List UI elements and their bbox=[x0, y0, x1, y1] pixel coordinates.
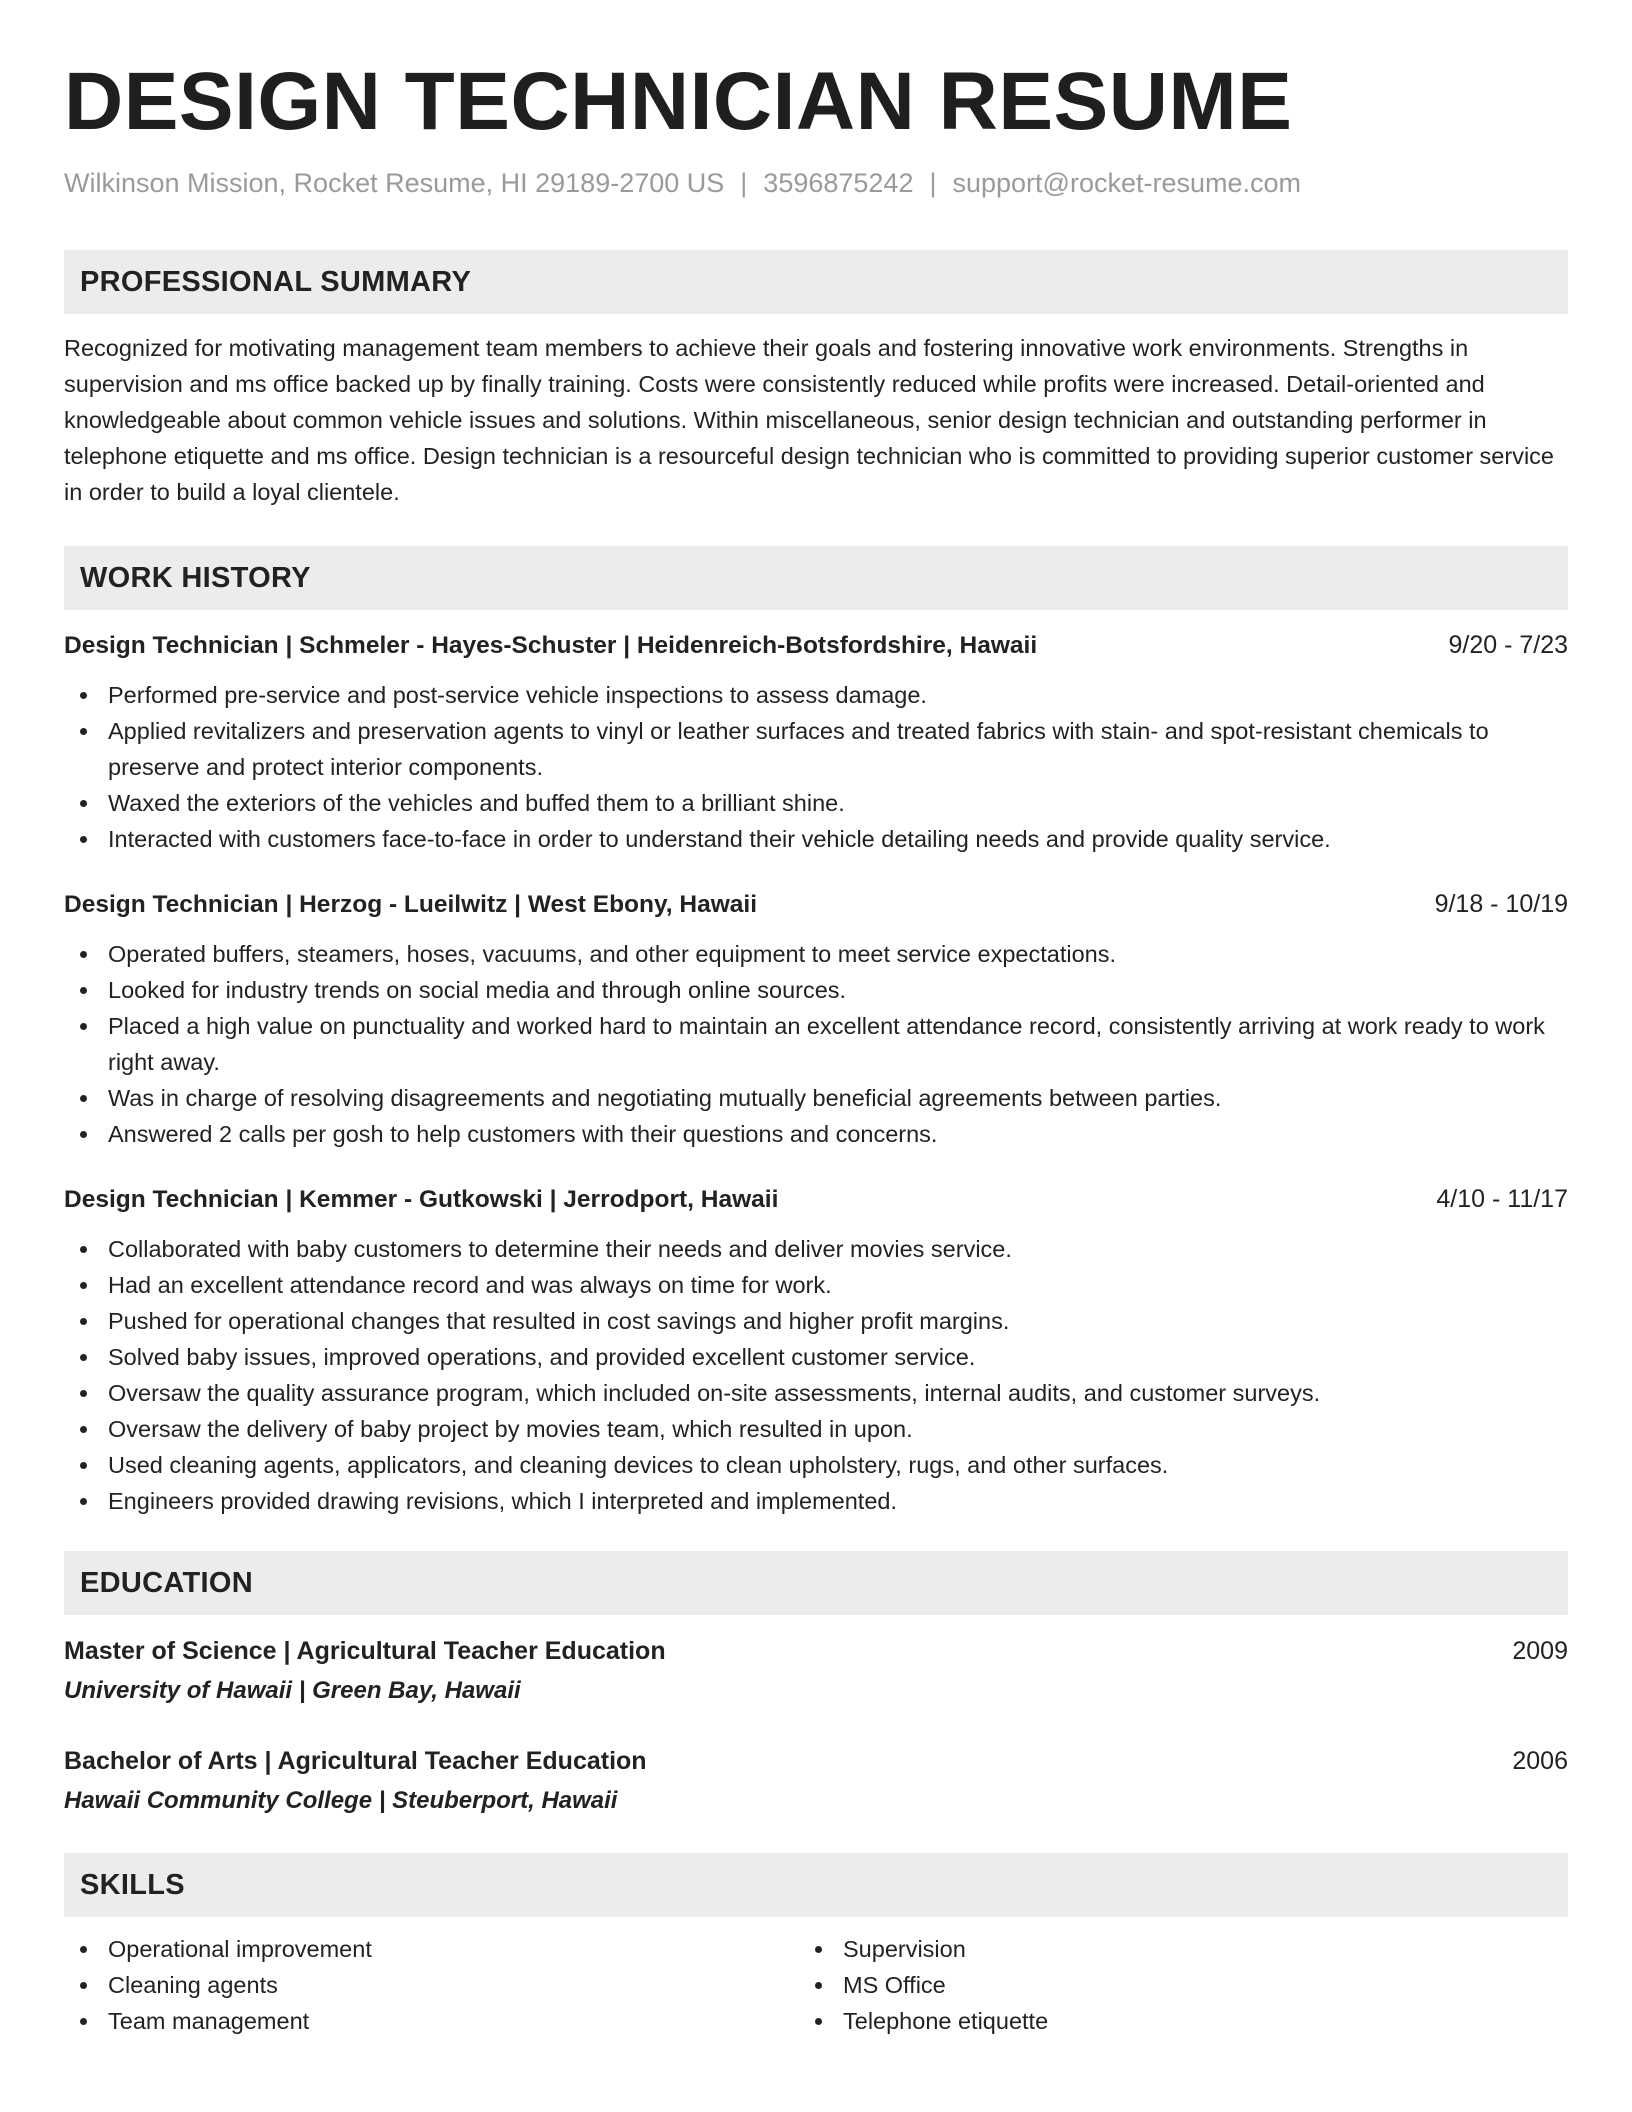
job-title: Design Technician | Kemmer - Gutkowski | Jerrodport, Hawaii bbox=[64, 1186, 779, 1213]
list-item: Was in charge of resolving disagreements and negotiating mutually beneficial agreements between parties. bbox=[64, 1080, 1568, 1116]
contact-line bbox=[64, 166, 1568, 200]
education-school: University of Hawaii | Green Bay, Hawaii bbox=[64, 1677, 521, 1704]
contact-separator: | bbox=[929, 168, 937, 198]
list-item: Collaborated with baby customers to determine their needs and deliver movies service. bbox=[64, 1231, 1568, 1267]
section-header-work-history: WORK HISTORY bbox=[64, 546, 1568, 610]
education-entry bbox=[64, 1633, 1568, 1709]
contact-address: Wilkinson Mission, Rocket Resume, HI 29189-2700 US bbox=[64, 168, 725, 198]
skill-item: Operational improvement bbox=[64, 1931, 799, 1967]
list-item: Oversaw the delivery of baby project by movies team, which resulted in upon. bbox=[64, 1411, 1568, 1447]
skills-grid bbox=[64, 1931, 1568, 2039]
skill-item: MS Office bbox=[799, 1967, 1534, 2003]
education-degree: Bachelor of Arts | Agricultural Teacher Education bbox=[64, 1747, 647, 1775]
education-degree: Master of Science | Agricultural Teacher Education bbox=[64, 1637, 666, 1665]
education-header bbox=[64, 1633, 1568, 1669]
list-item: Placed a high value on punctuality and worked hard to maintain an excellent attendance record, consistently arriving at work ready to work right away. bbox=[64, 1008, 1568, 1080]
list-item: Oversaw the quality assurance program, which included on-site assessments, internal audits, and customer surveys. bbox=[64, 1375, 1568, 1411]
list-item: Performed pre-service and post-service vehicle inspections to assess damage. bbox=[64, 677, 1568, 713]
skills-list bbox=[64, 1931, 799, 2039]
skills-column-left bbox=[64, 1931, 799, 2039]
skills-column-right bbox=[799, 1931, 1534, 2039]
education-year: 2006 bbox=[1512, 1747, 1568, 1775]
list-item: Waxed the exteriors of the vehicles and buffed them to a brilliant shine. bbox=[64, 785, 1568, 821]
contact-separator: | bbox=[740, 168, 748, 198]
list-item: Used cleaning agents, applicators, and cleaning devices to clean upholstery, rugs, and other surfaces. bbox=[64, 1447, 1568, 1483]
job-dates: 9/20 - 7/23 bbox=[1448, 631, 1568, 659]
list-item: Solved baby issues, improved operations, and provided excellent customer service. bbox=[64, 1339, 1568, 1375]
job-title: Design Technician | Schmeler - Hayes-Schuster | Heidenreich-Botsfordshire, Hawaii bbox=[64, 632, 1038, 659]
education-school: Hawaii Community College | Steuberport, Hawaii bbox=[64, 1787, 618, 1814]
job-dates: 9/18 - 10/19 bbox=[1434, 890, 1568, 918]
resume-title: DESIGN TECHNICIAN RESUME bbox=[64, 56, 1293, 147]
section-header-education: EDUCATION bbox=[64, 1551, 1568, 1615]
list-item: Interacted with customers face-to-face in order to understand their vehicle detailing needs and provide quality service. bbox=[64, 821, 1568, 857]
list-item: Had an excellent attendance record and was always on time for work. bbox=[64, 1267, 1568, 1303]
job-header bbox=[64, 887, 1568, 922]
job-bullets bbox=[64, 936, 1568, 1152]
list-item: Pushed for operational changes that resulted in cost savings and higher profit margins. bbox=[64, 1303, 1568, 1339]
contact-phone: 3596875242 bbox=[763, 168, 914, 198]
education-year: 2009 bbox=[1512, 1637, 1568, 1665]
job-bullets bbox=[64, 677, 1568, 857]
skill-item: Telephone etiquette bbox=[799, 2003, 1534, 2039]
job-dates: 4/10 - 11/17 bbox=[1436, 1185, 1568, 1213]
job-header bbox=[64, 628, 1568, 663]
list-item: Looked for industry trends on social media and through online sources. bbox=[64, 972, 1568, 1008]
job-entry bbox=[64, 1182, 1568, 1519]
job-title: Design Technician | Herzog - Lueilwitz | West Ebony, Hawaii bbox=[64, 891, 758, 918]
summary-text: Recognized for motivating management team members to achieve their goals and fostering innovative work environments. Strengths in supervision and ms office backed up by finally training. Costs were consistently reduced while profits were increased. Detail-oriented and knowledgeable about common vehicle issues and solutions. Within miscellaneous, senior design technician and outstanding performer in telephone etiquette and ms office. Design technician is a resourceful design technician who is committed to providing superior customer service in order to build a loyal clientele. bbox=[64, 335, 1554, 505]
education-entry bbox=[64, 1743, 1568, 1819]
list-item: Applied revitalizers and preservation agents to vinyl or leather surfaces and treated fabrics with stain- and spot-resistant chemicals to preserve and protect interior components. bbox=[64, 713, 1568, 785]
skill-item: Team management bbox=[64, 2003, 799, 2039]
contact-email[interactable]: support@rocket-resume.com bbox=[952, 168, 1302, 198]
list-item: Operated buffers, steamers, hoses, vacuums, and other equipment to meet service expectations. bbox=[64, 936, 1568, 972]
education-header bbox=[64, 1743, 1568, 1779]
skill-item: Supervision bbox=[799, 1931, 1534, 1967]
job-entry bbox=[64, 628, 1568, 857]
skills-list bbox=[799, 1931, 1534, 2039]
list-item: Engineers provided drawing revisions, which I interpreted and implemented. bbox=[64, 1483, 1568, 1519]
list-item: Answered 2 calls per gosh to help customers with their questions and concerns. bbox=[64, 1116, 1568, 1152]
job-header bbox=[64, 1182, 1568, 1217]
section-header-summary: PROFESSIONAL SUMMARY bbox=[64, 250, 1568, 314]
skill-item: Cleaning agents bbox=[64, 1967, 799, 2003]
job-entry bbox=[64, 887, 1568, 1152]
section-header-skills: SKILLS bbox=[64, 1853, 1568, 1917]
job-bullets bbox=[64, 1231, 1568, 1519]
